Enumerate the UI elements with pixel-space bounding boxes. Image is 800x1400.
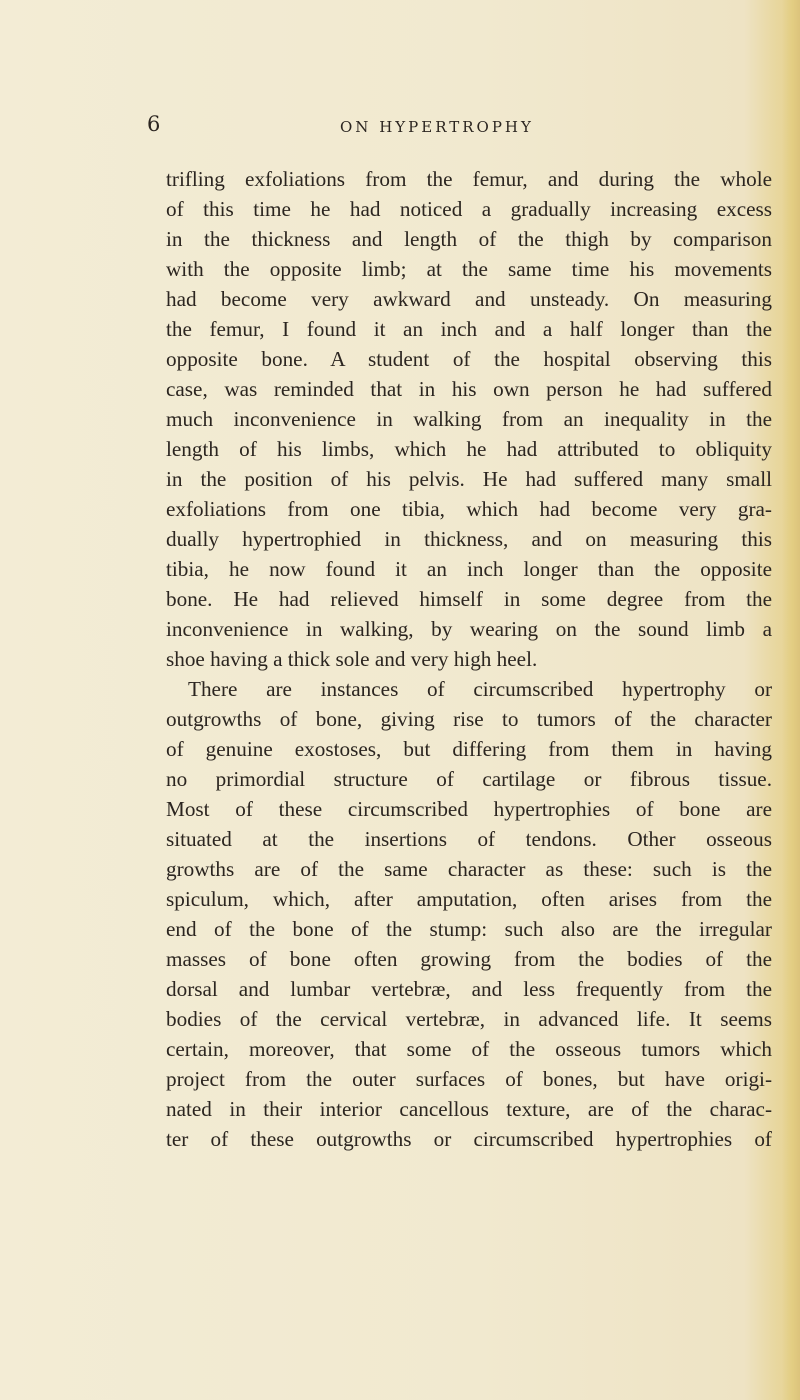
text-line: bodies of the cervical vertebræ, in advanced life. It seems — [166, 1007, 772, 1031]
text-line: spiculum, which, after amputation, often arises from the — [166, 887, 772, 911]
text-line: tibia, he now found it an inch longer than the opposite — [166, 557, 772, 581]
text-line: situated at the insertions of tendons. Other osseous — [166, 827, 772, 851]
text-line: dually hypertrophied in thickness, and on measuring this — [166, 527, 772, 551]
text-line: of genuine exostoses, but differing from them in having — [166, 737, 772, 761]
text-line: outgrowths of bone, giving rise to tumors of the character — [166, 707, 772, 731]
text-line: masses of bone often growing from the bodies of the — [166, 947, 772, 971]
text-line: ter of these outgrowths or circumscribed hypertrophies of — [166, 1127, 772, 1151]
text-line: no primordial structure of cartilage or fibrous tissue. — [166, 767, 772, 791]
text-line: project from the outer surfaces of bones, but have origi- — [166, 1067, 772, 1091]
text-line: much inconvenience in walking from an inequality in the — [166, 407, 772, 431]
text-line: had become very awkward and unsteady. On measuring — [166, 287, 772, 311]
text-line: the femur, I found it an inch and a half longer than the — [166, 317, 772, 341]
text-line: dorsal and lumbar vertebræ, and less frequently from the — [166, 977, 772, 1001]
text-line: exfoliations from one tibia, which had become very gra- — [166, 497, 772, 521]
page-edge-shadow — [782, 0, 800, 1400]
running-title: ON HYPERTROPHY — [340, 118, 534, 136]
text-line: case, was reminded that in his own person he had suffered — [166, 377, 772, 401]
text-line: length of his limbs, which he had attributed to obliquity — [166, 437, 772, 461]
text-line: in the position of his pelvis. He had suffered many small — [166, 467, 772, 491]
text-line: end of the bone of the stump: such also are the irregular — [166, 917, 772, 941]
paragraph-start-line: There are instances of circumscribed hypertrophy or — [188, 677, 772, 701]
page-number: 6 — [147, 112, 161, 136]
text-line: nated in their interior cancellous texture, are of the charac- — [166, 1097, 772, 1121]
text-line: certain, moreover, that some of the osseous tumors which — [166, 1037, 772, 1061]
text-line: trifling exfoliations from the femur, and during the whole — [166, 167, 772, 191]
text-line: opposite bone. A student of the hospital observing this — [166, 347, 772, 371]
text-line: Most of these circumscribed hypertrophies of bone are — [166, 797, 772, 821]
text-line: with the opposite limb; at the same time his movements — [166, 257, 772, 281]
text-line: inconvenience in walking, by wearing on the sound limb a — [166, 617, 772, 641]
body-text — [166, 164, 772, 1154]
text-line: bone. He had relieved himself in some degree from the — [166, 587, 772, 611]
text-line: growths are of the same character as these: such is the — [166, 857, 772, 881]
text-line: of this time he had noticed a gradually increasing excess — [166, 197, 772, 221]
paragraph-end-line: shoe having a thick sole and very high heel. — [166, 647, 538, 671]
text-line: in the thickness and length of the thigh by comparison — [166, 227, 772, 251]
